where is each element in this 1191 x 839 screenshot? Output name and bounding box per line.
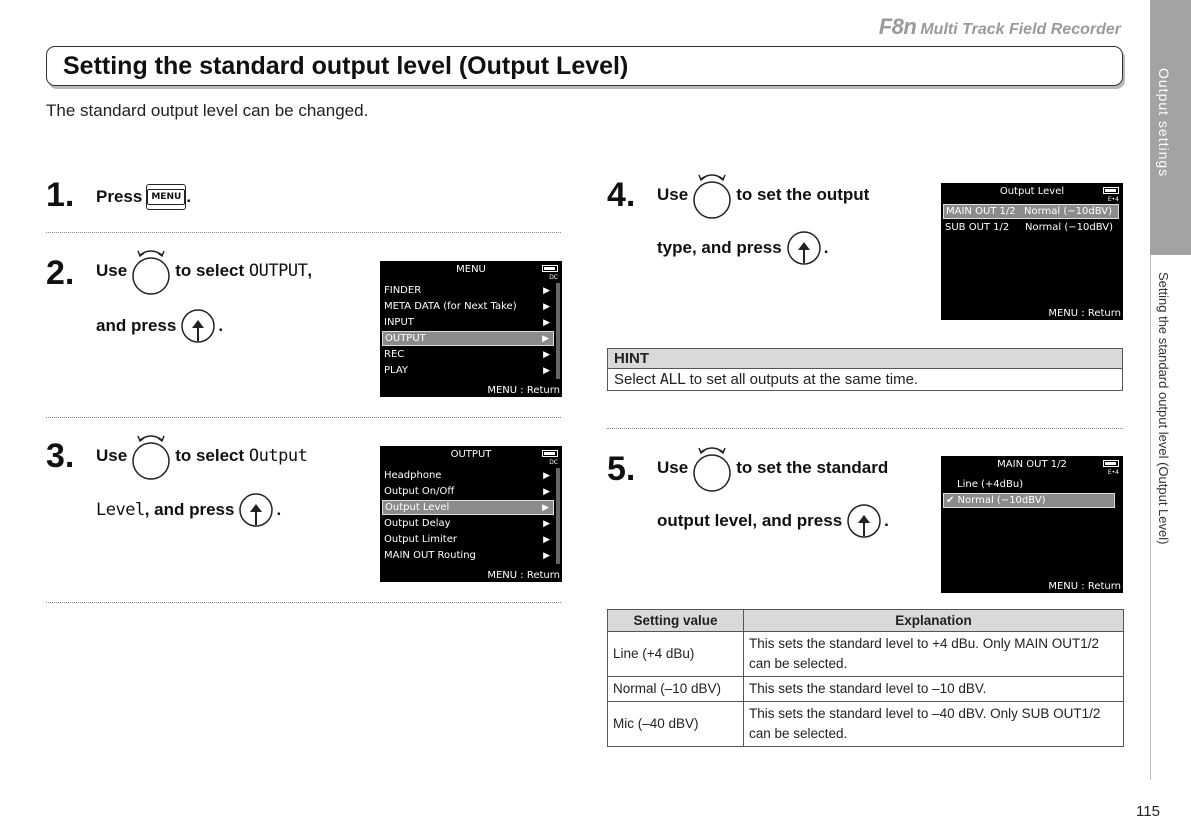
brand-subtitle: Multi Track Field Recorder	[920, 21, 1121, 38]
step-5-line-1: Use to set the standard	[657, 443, 888, 493]
table-cell-setting: Line (+4 dBu)	[608, 632, 744, 677]
screen-output: OUTPUT DC Headphone ▶ Output On/Off ▶ Output Level ▶ Output Delay ▶ Output Limiter ▶ MAIN OUT Routing ▶ MENU : Return	[380, 446, 562, 582]
screen-menu-title: MENU	[456, 264, 486, 275]
step-3-line-2: Level , and press .	[96, 492, 281, 528]
side-page-label: Setting the standard output level (Output Level)	[1156, 272, 1171, 545]
table-row	[608, 677, 1124, 702]
dial-rotate-icon	[692, 170, 732, 220]
screen-footer: MENU : Return	[1048, 581, 1121, 592]
dial-press-icon	[238, 492, 274, 528]
step-3-number: 3.	[46, 437, 75, 475]
menu-item-selected[interactable]: Output Level ▶	[382, 500, 554, 515]
battery-icon	[542, 265, 558, 272]
table-cell-explanation: This sets the standard level to –10 dBV.	[744, 677, 1124, 702]
battery-icon	[1103, 187, 1119, 194]
step-4-line-2: type, and press .	[657, 230, 828, 266]
table-header: Setting value	[608, 610, 744, 632]
menu-item[interactable]: Output Delay ▶	[384, 518, 550, 529]
menu-key-icon: MENU	[146, 184, 186, 210]
screen-main-out-title: MAIN OUT 1/2	[997, 459, 1067, 470]
menu-item[interactable]: Output On/Off ▶	[384, 486, 550, 497]
output-type-row-selected[interactable]: MAIN OUT 1/2 Normal (−10dBV)	[943, 204, 1119, 219]
step-2-line-1: Use to select OUTPUT ,	[96, 246, 312, 296]
menu-item[interactable]: INPUT ▶	[384, 317, 550, 328]
menu-item[interactable]: PLAY ▶	[384, 365, 550, 376]
scrollbar	[556, 468, 560, 564]
intro-text: The standard output level can be changed.	[46, 101, 369, 120]
divider	[46, 602, 561, 603]
screen-footer: MENU : Return	[487, 570, 560, 581]
menu-item[interactable]: META DATA (for Next Take) ▶	[384, 301, 550, 312]
section-title: Setting the standard output level (Output Level)	[63, 51, 629, 80]
step-1-number: 1.	[46, 176, 75, 214]
screen-output-level-title: Output Level	[999, 186, 1065, 197]
page-number: 115	[1136, 803, 1160, 820]
menu-item[interactable]: Output Limiter ▶	[384, 534, 550, 545]
table-row	[608, 702, 1124, 747]
step-4-number: 4.	[607, 176, 636, 214]
step-5-line-2: output level, and press .	[657, 503, 889, 539]
divider	[607, 428, 1123, 429]
menu-item[interactable]: MAIN OUT Routing ▶	[384, 550, 550, 561]
table-cell-explanation: This sets the standard level to +4 dBu. Only MAIN OUT1/2 can be selected.	[744, 632, 1124, 677]
level-option[interactable]: Line (+4dBu)	[957, 479, 1024, 490]
brand-header	[879, 14, 1121, 40]
section-title-box	[46, 46, 1123, 86]
step-2-number: 2.	[46, 254, 75, 292]
screen-menu: MENU DC FINDER ▶ META DATA (for Next Take) ▶ INPUT ▶ OUTPUT ▶ REC ▶ PLAY ▶ MENU : Return	[380, 261, 562, 397]
scrollbar	[556, 283, 560, 379]
brand-model: F8n	[878, 14, 917, 39]
dial-press-icon	[786, 230, 822, 266]
step-1-label: Press	[96, 187, 143, 206]
table-cell-setting: Normal (–10 dBV)	[608, 677, 744, 702]
screen-footer: MENU : Return	[1048, 308, 1121, 319]
step-5-number: 5.	[607, 450, 636, 488]
side-tab-label: Output settings	[1156, 68, 1172, 178]
divider	[46, 417, 561, 418]
table-header: Explanation	[744, 610, 1124, 632]
dial-rotate-icon	[131, 246, 171, 296]
level-option-selected[interactable]: ✔ Normal (−10dBV)	[943, 493, 1115, 508]
table-cell-explanation: This sets the standard level to –40 dBV. Only SUB OUT1/2 can be selected.	[744, 702, 1124, 747]
divider	[46, 232, 561, 233]
screen-footer: MENU : Return	[487, 385, 560, 396]
dial-press-icon	[846, 503, 882, 539]
settings-table	[607, 609, 1124, 747]
screen-main-out: MAIN OUT 1/2 E•4 Line (+4dBu) ✔ Normal (−10dBV) MENU : Return	[941, 456, 1123, 593]
screen-output-level: Output Level E•4 MAIN OUT 1/2 Normal (−10dBV) SUB OUT 1/2 Normal (−10dBV) MENU : Return	[941, 183, 1123, 320]
table-header-row	[608, 610, 1124, 632]
screen-output-title: OUTPUT	[450, 449, 492, 460]
step-3-line-1: Use to select Output	[96, 431, 307, 481]
step-4-line-1: Use to set the output	[657, 170, 869, 220]
step-1-text: Press MENU .	[96, 184, 191, 210]
battery-icon	[542, 450, 558, 457]
table-row	[608, 632, 1124, 677]
menu-item[interactable]: REC ▶	[384, 349, 550, 360]
hint-box	[607, 348, 1123, 391]
menu-item[interactable]: FINDER ▶	[384, 285, 550, 296]
hint-body: Select ALL to set all outputs at the same time.	[614, 370, 919, 388]
output-type-row[interactable]: SUB OUT 1/2 Normal (−10dBV)	[945, 222, 1113, 233]
hint-heading: HINT	[608, 349, 1122, 369]
dial-rotate-icon	[131, 431, 171, 481]
menu-item[interactable]: Headphone ▶	[384, 470, 550, 481]
battery-icon	[1103, 460, 1119, 467]
step-2-line-2: and press .	[96, 308, 223, 344]
dial-rotate-icon	[692, 443, 732, 493]
table-cell-setting: Mic (–40 dBV)	[608, 702, 744, 747]
menu-item-selected[interactable]: OUTPUT ▶	[382, 331, 554, 346]
dial-press-icon	[180, 308, 216, 344]
